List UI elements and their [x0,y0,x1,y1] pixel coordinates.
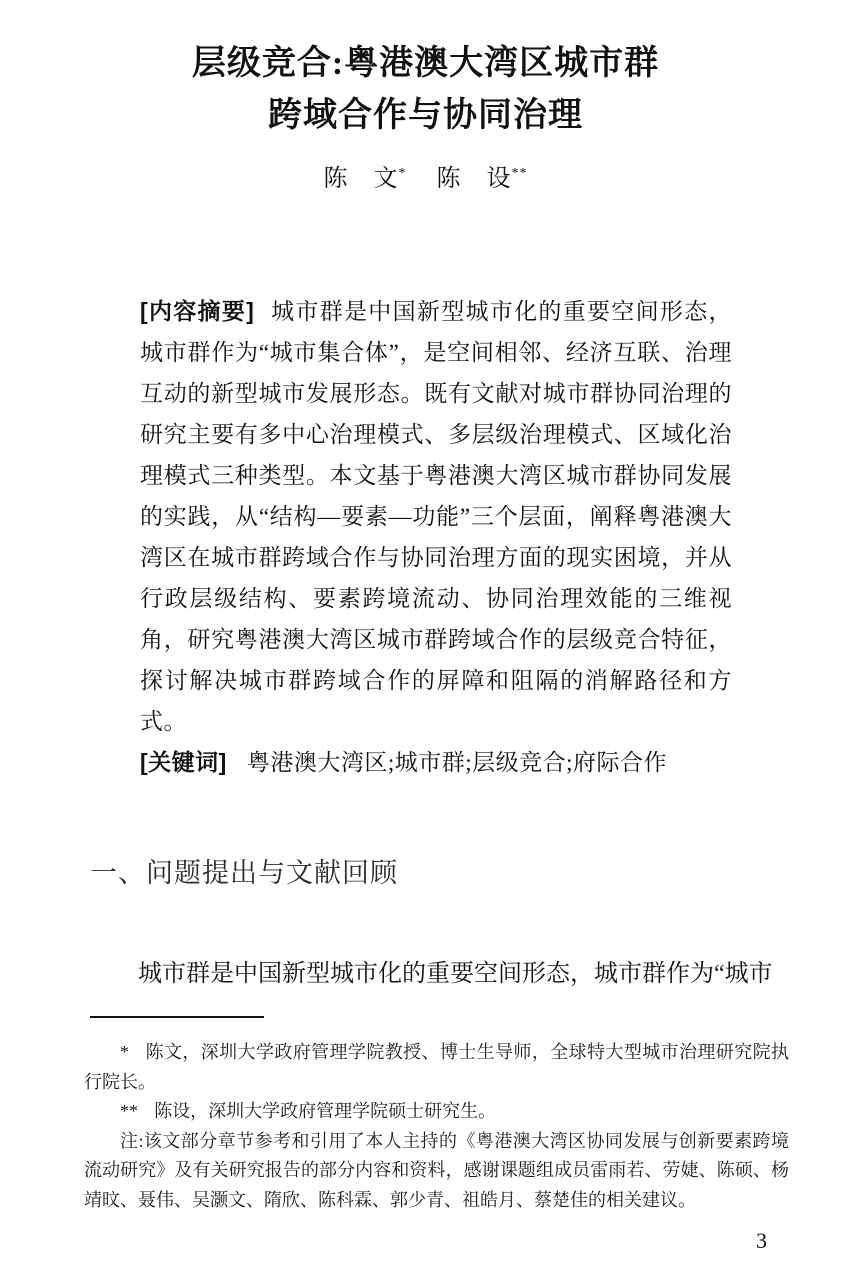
footnote-note [84,1127,789,1216]
author-marker-1: * [398,166,407,181]
abstract-label: [内容摘要] [140,298,255,324]
author-marker-2: ** [511,166,528,181]
keywords-label: [关键词] [140,749,227,775]
author-name-2: 陈 设 [436,166,512,192]
abstract-block [140,291,732,783]
section-heading: 一、问题提出与文献回顾 [90,858,398,888]
page-number: 3 [756,1228,767,1253]
footnote-note-text: 该文部分章节参考和引用了本人主持的《粤港澳大湾区协同发展与创新要素跨境流动研究》及有关研究报告的部分内容和资料，感谢课题组成员雷雨若、劳婕、陈硕、杨靖旼、聂伟、吴灏文、隋欣、陈科霖、郭少青、祖皓月、蔡楚佳的相关建议。 [84,1130,789,1210]
keywords-line [140,742,732,783]
article-title [0,38,851,142]
abstract-text: 城市群是中国新型城市化的重要空间形态，城市群作为“城市集合体”，是空间相邻、经济互联、治理互动的新型城市发展形态。既有文献对城市群协同治理的研究主要有多中心治理模式、多层级治理模式、区域化治理模式三种类型。本文基于粤港澳大湾区城市群协同发展的实践，从“结构—要素—功能”三个层面，阐释粤港澳大湾区在城市群跨域合作与协同治理方面的现实困境，并从行政层级结构、要素跨境流动、协同治理效能的三维视角，研究粤港澳大湾区城市群跨域合作的层级竞合特征，探讨解决城市群跨域合作的屏障和阻隔的消解路径和方式。 [140,299,732,734]
author-name-1: 陈 文 [323,166,399,192]
footnote-text-1: 陈文，深圳大学政府管理学院教授、博士生导师，全球特大型城市治理研究院执行院长。 [84,1042,789,1092]
author-line [0,158,851,193]
footnote-marker-2: ** [120,1101,138,1121]
keywords-text: 粤港澳大湾区;城市群;层级竞合;府际合作 [246,750,667,775]
footnote-author-2 [84,1097,789,1127]
footnote-area [84,1038,789,1215]
footnote-text-2: 陈设，深圳大学政府管理学院硕士研究生。 [154,1101,497,1121]
abstract-paragraph [140,291,732,742]
footnote-note-marker: 注: [120,1130,144,1151]
footnote-marker-1: * [120,1042,129,1062]
body-paragraph: 城市群是中国新型城市化的重要空间形态，城市群作为“城市 [138,961,773,987]
footnote-author-1 [84,1038,789,1097]
footnote-divider [90,1016,264,1018]
article-title-line2: 跨域合作与协同治理 [268,97,583,134]
article-title-line1: 层级竞合:粤港澳大湾区城市群 [191,45,660,82]
